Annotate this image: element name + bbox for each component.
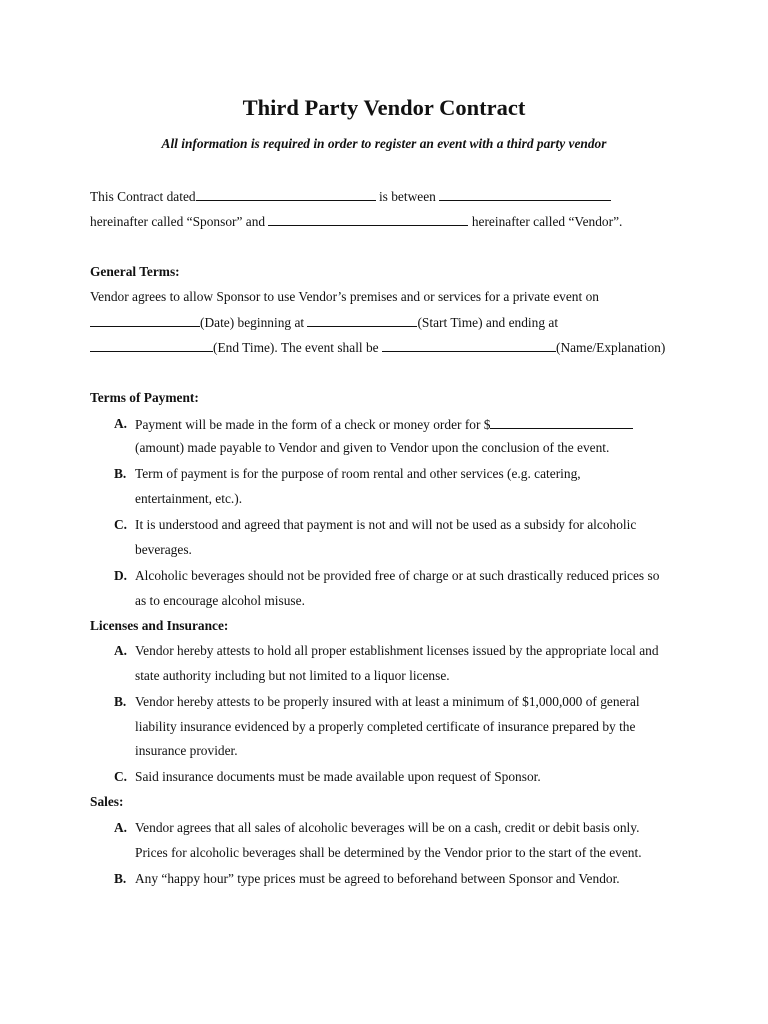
intro-sponsor-label: hereinafter called “Sponsor” and (90, 214, 269, 229)
intro-between-label: is between (375, 189, 440, 204)
payment-item-a-line-2: (amount) made payable to Vendor and given to Vendor upon the conclusion of the event. (135, 440, 610, 455)
payment-item-c-line-1: It is understood and agreed that payment is not and will not be used as a subsidy for alcoholic (135, 517, 637, 532)
sales-item-a-line-1: Vendor agrees that all sales of alcoholic beverages will be on a cash, credit or debit basis only. (135, 820, 640, 835)
event-name-blank[interactable] (382, 337, 556, 352)
sales-item-b-marker: B. (114, 871, 127, 886)
payment-item-c-marker: C. (114, 517, 128, 532)
start-time-label: (Start Time) and ending at (417, 315, 559, 330)
licenses-item-b-line-1: Vendor hereby attests to be properly insured with at least a minimum of $1,000,000 of general (135, 694, 640, 709)
licenses-item-b-line-3: insurance provider. (135, 743, 238, 758)
general-terms-line-2 (90, 312, 558, 333)
payment-item-b-marker: B. (114, 466, 127, 481)
general-terms-heading: General Terms: (90, 264, 180, 279)
contract-date-blank[interactable] (196, 186, 376, 201)
end-time-blank[interactable] (90, 337, 213, 352)
date-label: (Date) beginning at (200, 315, 308, 330)
payment-item-d-line-1: Alcoholic beverages should not be provided free of charge or at such drastically reduced prices so (135, 568, 660, 583)
licenses-item-b-line-2: liability insurance evidenced by a properly completed certificate of insurance prepared by the (135, 719, 636, 734)
document-subtitle: All information is required in order to register an event with a third party vendor (161, 136, 607, 151)
licenses-item-a-marker: A. (114, 643, 128, 658)
general-terms-line-3 (90, 337, 665, 358)
sales-item-a-line-2: Prices for alcoholic beverages shall be determined by the Vendor prior to the start of the event. (135, 845, 642, 860)
intro-dated-label: This Contract dated (90, 189, 196, 204)
intro-vendor-label: hereinafter called “Vendor”. (468, 214, 623, 229)
payment-item-d-marker: D. (114, 568, 128, 583)
payment-item-b-line-1: Term of payment is for the purpose of room rental and other services (e.g. catering, (135, 466, 581, 481)
end-time-label: (End Time). The event shall be (213, 340, 382, 355)
licenses-heading: Licenses and Insurance: (90, 618, 229, 633)
payment-amount-blank[interactable] (490, 414, 633, 429)
event-date-blank[interactable] (90, 312, 200, 327)
payment-item-a-text: Payment will be made in the form of a check or money order for $ (135, 417, 491, 432)
licenses-item-c-line-1: Said insurance documents must be made available upon request of Sponsor. (135, 769, 541, 784)
licenses-item-a-line-1: Vendor hereby attests to hold all proper establishment licenses issued by the appropriate local and (135, 643, 659, 658)
licenses-item-a-line-2: state authority including but not limited to a liquor license. (135, 668, 450, 683)
licenses-item-b-marker: B. (114, 694, 127, 709)
payment-item-b-line-2: entertainment, etc.). (135, 491, 243, 506)
payment-item-d-line-2: as to encourage alcohol misuse. (135, 593, 305, 608)
event-name-label: (Name/Explanation) (555, 340, 666, 355)
sponsor-name-blank[interactable] (439, 186, 611, 201)
licenses-item-c-marker: C. (114, 769, 128, 784)
vendor-name-blank[interactable] (268, 211, 468, 226)
intro-line-1 (90, 186, 611, 207)
document-title: Third Party Vendor Contract (242, 95, 526, 120)
payment-item-c-line-2: beverages. (135, 542, 192, 557)
sales-heading: Sales: (90, 794, 124, 809)
sales-item-a-marker: A. (114, 820, 128, 835)
intro-line-2 (90, 211, 622, 232)
start-time-blank[interactable] (307, 312, 417, 327)
payment-item-a-line-1 (135, 414, 633, 435)
payment-item-a-marker: A. (114, 416, 128, 431)
sales-item-b-line-1: Any “happy hour” type prices must be agreed to beforehand between Sponsor and Vendor. (135, 871, 620, 886)
general-terms-line-1: Vendor agrees to allow Sponsor to use Vendor’s premises and or services for a private event on (90, 289, 599, 304)
payment-heading: Terms of Payment: (90, 390, 199, 405)
